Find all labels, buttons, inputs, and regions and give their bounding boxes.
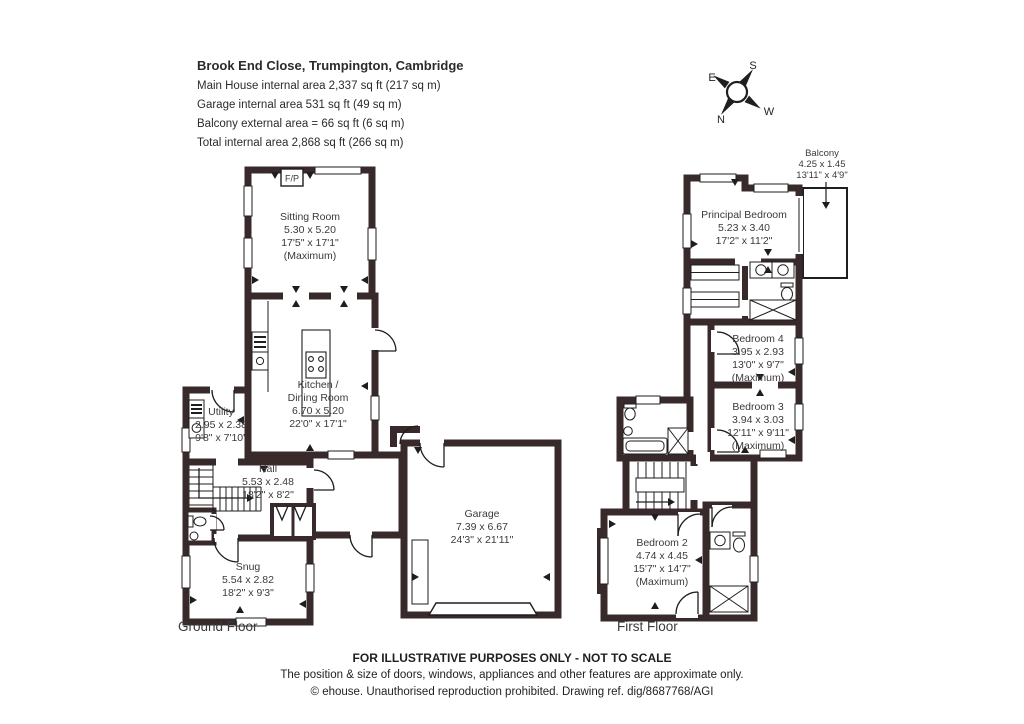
svg-text:Bedroom 4: Bedroom 4 — [732, 333, 784, 345]
toilet-icon — [188, 516, 193, 527]
area-line-total: Total internal area 2,868 sq ft (266 sq m) — [197, 137, 404, 149]
svg-text:15'7" x 14'7": 15'7" x 14'7" — [633, 563, 691, 575]
plan-footer — [0, 650, 1024, 701]
svg-text:4.74 x 4.45: 4.74 x 4.45 — [636, 550, 688, 562]
room-label-sitting-room — [280, 211, 340, 262]
svg-text:3.94 x 3.03: 3.94 x 3.03 — [732, 414, 784, 426]
copyright-line: © ehouse. Unauthorised reproduction prohibited. Drawing ref. dig/8687768/AGI — [310, 686, 714, 698]
area-line-main-house: Main House internal area 2,337 sq ft (217 sq m) — [197, 80, 441, 92]
svg-text:7.39 x 6.67: 7.39 x 6.67 — [456, 521, 508, 533]
property-title: Brook End Close, Trumpington, Cambridge — [197, 58, 464, 73]
svg-text:(Maximum): (Maximum) — [731, 440, 785, 452]
svg-text:Bedroom 2: Bedroom 2 — [636, 537, 688, 549]
svg-text:Bedroom 3: Bedroom 3 — [732, 401, 784, 413]
room-label-bedroom-2 — [633, 537, 691, 588]
compass-icon — [697, 52, 777, 131]
svg-text:(Maximum): (Maximum) — [731, 372, 785, 384]
svg-text:Hall: Hall — [258, 463, 278, 475]
svg-text:9'8" x 7'10": 9'8" x 7'10" — [195, 432, 247, 444]
compass-w: W — [763, 106, 775, 118]
svg-text:5.30 x 5.20: 5.30 x 5.20 — [284, 224, 336, 236]
svg-text:(Maximum): (Maximum) — [635, 576, 689, 588]
svg-text:(Maximum): (Maximum) — [283, 250, 337, 262]
svg-text:Balcony: Balcony — [805, 148, 839, 159]
balcony-outline — [803, 188, 847, 278]
compass-e: E — [708, 72, 716, 84]
garage-door — [429, 603, 537, 615]
fireplace-label: F/P — [284, 173, 300, 184]
svg-text:Garage: Garage — [464, 508, 500, 520]
basin-icon — [624, 427, 633, 436]
svg-text:17'5" x 17'1": 17'5" x 17'1" — [281, 237, 339, 249]
toilet-icon — [733, 532, 745, 536]
svg-text:Snug: Snug — [235, 561, 261, 573]
svg-text:13'0" x 9'7": 13'0" x 9'7" — [732, 359, 784, 371]
svg-text:18'2" x 9'3": 18'2" x 9'3" — [222, 587, 274, 599]
hob-icon — [306, 352, 326, 378]
svg-text:Sitting Room: Sitting Room — [279, 211, 341, 223]
compass-s: S — [749, 60, 757, 72]
svg-text:3.95 x 2.93: 3.95 x 2.93 — [732, 346, 784, 358]
svg-text:6.70 x 5.20: 6.70 x 5.20 — [292, 405, 344, 417]
svg-text:13'11" x 4'9": 13'11" x 4'9" — [796, 170, 848, 181]
compass-n: N — [717, 114, 725, 126]
basin-icon — [190, 532, 198, 540]
svg-text:Principal Bedroom: Principal Bedroom — [701, 209, 787, 221]
svg-text:5.54 x 2.82: 5.54 x 2.82 — [222, 574, 274, 586]
room-label-bedroom-3 — [727, 401, 789, 452]
svg-text:17'2" x 11'2": 17'2" x 11'2" — [715, 235, 773, 247]
svg-text:Kitchen /: Kitchen / — [297, 379, 339, 391]
svg-text:2.95 x 2.38: 2.95 x 2.38 — [195, 419, 247, 431]
toilet-icon — [624, 404, 636, 408]
svg-text:4.25 x 1.45: 4.25 x 1.45 — [798, 159, 846, 170]
svg-text:22'0" x 17'1": 22'0" x 17'1" — [289, 418, 347, 430]
area-line-garage: Garage internal area 531 sq ft (49 sq m) — [197, 99, 402, 111]
svg-text:Dining Room: Dining Room — [287, 392, 349, 404]
svg-text:5.23 x 3.40: 5.23 x 3.40 — [718, 222, 770, 234]
svg-text:18'2" x 8'2": 18'2" x 8'2" — [242, 489, 294, 501]
svg-text:24'3" x 21'11": 24'3" x 21'11" — [450, 534, 514, 546]
svg-text:12'11" x 9'11": 12'11" x 9'11" — [727, 427, 789, 439]
ground-floor-caption: Ground Floor — [178, 619, 258, 634]
disclaimer-line-2: The position & size of doors, windows, appliances and other features are approximate only. — [280, 669, 744, 681]
fireplace — [281, 169, 303, 186]
disclaimer-line-1: FOR ILLUSTRATIVE PURPOSES ONLY - NOT TO SCALE — [352, 651, 672, 665]
room-label-bedroom-4 — [732, 333, 785, 384]
area-line-balcony: Balcony external area = 66 sq ft (6 sq m) — [197, 118, 405, 130]
svg-text:5.53 x 2.48: 5.53 x 2.48 — [242, 476, 294, 488]
svg-text:Utility: Utility — [208, 406, 234, 418]
first-floor-caption: First Floor — [617, 619, 678, 634]
toilet-icon — [781, 283, 793, 287]
